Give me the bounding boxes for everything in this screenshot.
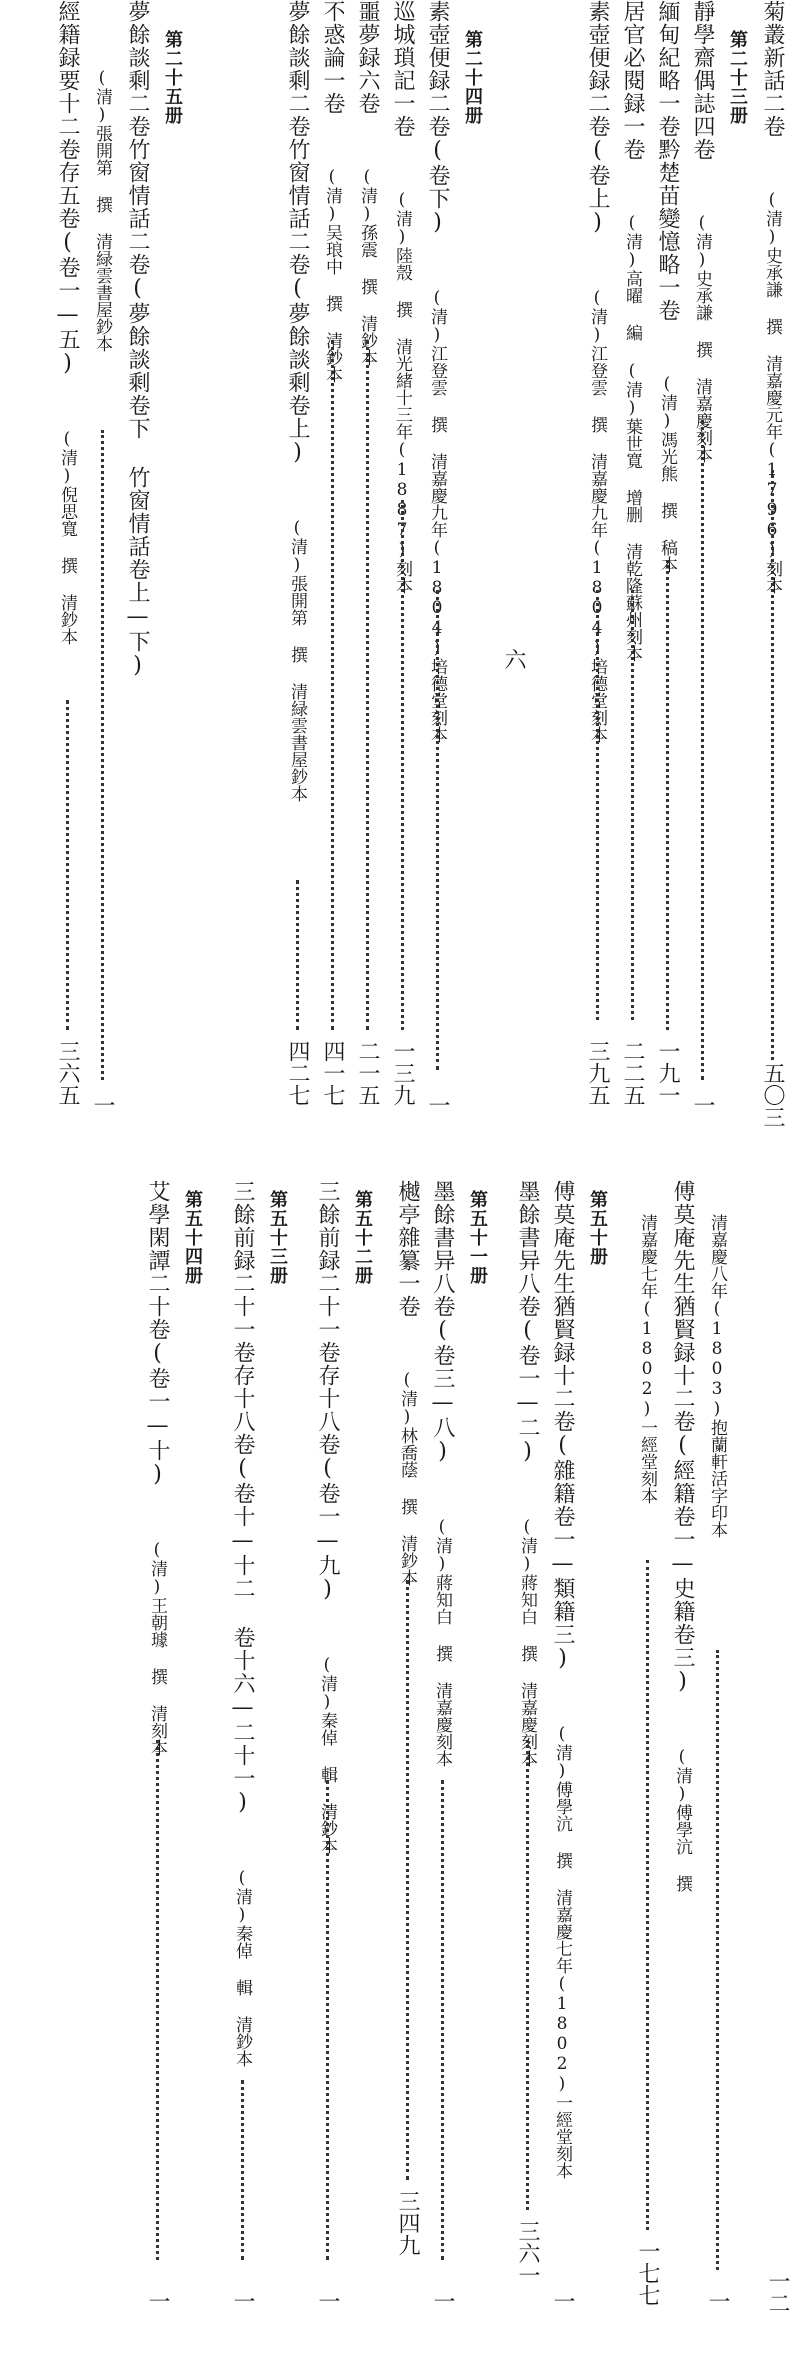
- leader-dots: [331, 340, 334, 1030]
- entry-note: (清)陸殼 撰 清光緒十三年(1887)刻本: [392, 190, 412, 594]
- volume-heading: 第五十三册: [267, 1190, 288, 1285]
- toc-entry: [700, 1180, 734, 2361]
- entry-page: 三九五: [585, 1040, 610, 1106]
- entry-note: (清)江登雲 撰 清嘉慶九年(1804)培德堂刻本: [427, 288, 447, 743]
- leader-dots: [436, 590, 439, 1070]
- entry-note: (清)吴琅中 撰 清鈔本: [322, 167, 342, 383]
- bottom-page: [0, 1180, 800, 2361]
- entry-note: (清)馮光熊 撰 稿本: [657, 374, 677, 573]
- entry-page: 一: [90, 1094, 115, 1116]
- entry-title: 巡城瑣記一卷: [390, 0, 415, 138]
- entry-page: 四一七: [320, 1040, 345, 1106]
- entry-page: 四二七: [285, 1040, 310, 1106]
- toc-entry: [425, 1180, 459, 2361]
- entry-title: 墨餘書异八卷(卷三—八): [430, 1180, 455, 1465]
- entry-page: 一: [145, 2290, 170, 2312]
- entry-page: 二二五: [620, 1040, 645, 1106]
- leader-dots: [366, 340, 369, 1030]
- entry-title: 樾亭雜纂一卷: [395, 1180, 420, 1318]
- entry-note: (清)倪思寬 撰 清鈔本: [57, 429, 77, 645]
- volume-heading: 第五十册: [587, 1190, 608, 1266]
- entry-note: (清)傅學沆 撰 清嘉慶七年(1802)一經堂刻本: [552, 1724, 572, 2179]
- entry-page: 一七七: [635, 2240, 660, 2306]
- volume-heading: 第二十三册: [727, 30, 748, 125]
- toc-entry: [390, 1180, 424, 2361]
- entry-note: (清)蔣知白 撰 清嘉慶刻本: [432, 1517, 452, 1767]
- toc-entry: [545, 1180, 579, 2361]
- entry-title: 菊叢新話二卷: [760, 0, 785, 138]
- toc-entry: [280, 0, 314, 1180]
- leader-dots: [666, 560, 669, 1030]
- toc-entry: [225, 1180, 259, 2361]
- entry-page: 一: [705, 2290, 730, 2312]
- volume-heading: 第二十五册: [162, 30, 183, 125]
- toc-entry: [120, 0, 154, 1180]
- leader-dots: [156, 1740, 159, 2260]
- toc-entry: [140, 1180, 174, 2361]
- entry-page: 二一五: [355, 1040, 380, 1106]
- leader-dots: [441, 1780, 444, 2260]
- leader-dots: [406, 1580, 409, 2180]
- entry-note: (清)張開第 撰 清緑雲書屋鈔本: [92, 68, 112, 352]
- leader-dots: [101, 430, 104, 1080]
- volume-heading: 第二十四册: [462, 30, 483, 125]
- entry-page: 一: [315, 2290, 340, 2312]
- volume-heading: 第五十一册: [467, 1190, 488, 1285]
- leader-dots: [716, 1650, 719, 2270]
- entry-title: 夢餘談剩二卷竹窗情話二卷(夢餘談剩卷上): [285, 0, 310, 466]
- entry-page: 一三九: [390, 1040, 415, 1106]
- toc-entry: [615, 0, 649, 1180]
- entry-title: 素壺便録二卷(卷上): [585, 0, 610, 236]
- volume-heading: 第五十二册: [352, 1190, 373, 1285]
- entry-note: (清)孫震 撰 清鈔本: [357, 167, 377, 366]
- entry-title: 經籍録要十二卷存五卷(卷一—五): [55, 0, 80, 377]
- leader-dots: [596, 590, 599, 1020]
- leader-dots: [66, 700, 69, 1030]
- entry-page: 一: [550, 2290, 575, 2312]
- entry-title: 噩夢録六卷: [355, 0, 380, 115]
- entry-title: 靜學齋偶誌四卷: [690, 0, 715, 161]
- entry-page: 三六一: [515, 2220, 540, 2286]
- entry-note: (清)秦倬 輯 清鈔本: [232, 1868, 252, 2067]
- leader-dots: [631, 590, 634, 1020]
- entry-page: 一: [425, 1094, 450, 1116]
- entry-title: 夢餘談剩二卷竹窗情話二卷(夢餘談剩卷下 竹窗情話卷上—下): [125, 0, 150, 679]
- entry-note: (清)蔣知白 撰 清嘉慶刻本: [517, 1517, 537, 1767]
- toc-entry: [350, 0, 384, 1180]
- toc-entry: [85, 0, 119, 1180]
- entry-title: 艾學閑譚二十卷(卷一—十): [145, 1180, 170, 1488]
- entry-note: (清)傅學沆 撰: [672, 1747, 692, 1892]
- entry-note: (清)林喬蔭 撰 清鈔本: [397, 1370, 417, 1586]
- entry-note: (清)王朝璩 撰 清刻本: [147, 1540, 167, 1756]
- entry-page: 一: [690, 1094, 715, 1116]
- toc-entry: [755, 0, 789, 1180]
- entry-title: 素壺便録二卷(卷下): [425, 0, 450, 236]
- entry-title: 傅莫庵先生猶賢録十二卷(雜籍卷一—類籍三): [550, 1180, 575, 1672]
- volume-heading: 第五十四册: [182, 1190, 203, 1285]
- toc-entry: [315, 0, 349, 1180]
- entry-title: 不惑論一卷: [320, 0, 345, 115]
- entry-page: 三四九: [395, 2190, 420, 2256]
- leader-dots: [326, 1780, 329, 2260]
- toc-entry: [580, 0, 614, 1180]
- entry-note: (清)史承謙 撰 清嘉慶元年(1796)刻本: [762, 190, 782, 594]
- top-page: [0, 0, 800, 1180]
- leader-dots: [771, 470, 774, 1060]
- entry-note: (清)高曜 編 (清)葉世寬 增删 清乾隆蘇州刻本: [622, 213, 642, 662]
- entry-page: 一九一: [655, 1040, 680, 1106]
- entry-page: 三六五: [55, 1040, 80, 1106]
- entry-title: 墨餘書异八卷(卷一—二): [515, 1180, 540, 1465]
- toc-entry: [630, 1180, 664, 2361]
- entry-title: 三餘前録二十一卷存十八卷(卷十—十二 卷十六—二十一): [230, 1180, 255, 1816]
- toc-entry: [420, 0, 454, 1180]
- leader-dots: [401, 500, 404, 1030]
- toc-entry: [385, 0, 419, 1180]
- leader-dots: [646, 1560, 649, 2230]
- entry-title: 清嘉慶七年(1802)一經堂刻本: [637, 1214, 657, 1504]
- entry-title: 三餘前録二十一卷存十八卷(卷一—九): [315, 1180, 340, 1603]
- leader-dots: [526, 1740, 529, 2210]
- entry-title: 清嘉慶八年(1803)抱蘭軒活字印本: [707, 1214, 727, 1538]
- toc-entry: [510, 1180, 544, 2361]
- entry-page: 五〇三: [760, 1062, 785, 1128]
- top-page-number: 六: [501, 648, 526, 670]
- entry-title: 居官必閱録一卷: [620, 0, 645, 161]
- entry-page: 一: [230, 2290, 255, 2312]
- leader-dots: [241, 2080, 244, 2260]
- entry-title: 傅莫庵先生猶賢録十二卷(經籍卷一—史籍卷三): [670, 1180, 695, 1695]
- entry-note: (清)張開第 撰 清緑雲書屋鈔本: [287, 518, 307, 802]
- bottom-page-number: 一二: [765, 2270, 790, 2314]
- entry-note: (清)江登雲 撰 清嘉慶九年(1804)培德堂刻本: [587, 288, 607, 743]
- toc-entry: [310, 1180, 344, 2361]
- entry-note: (清)秦倬 輯 清鈔本: [317, 1655, 337, 1854]
- entry-title: 緬甸紀略一卷黔楚苗變憶略一卷: [655, 0, 680, 322]
- leader-dots: [701, 420, 704, 1080]
- toc-entry: [665, 1180, 699, 2361]
- toc-entry: [50, 0, 84, 1180]
- entry-note: (清)史承謙 撰 清嘉慶刻本: [692, 213, 712, 463]
- leader-dots: [296, 880, 299, 1030]
- entry-page: 一: [430, 2290, 455, 2312]
- toc-entry: [650, 0, 684, 1180]
- toc-entry: [685, 0, 719, 1180]
